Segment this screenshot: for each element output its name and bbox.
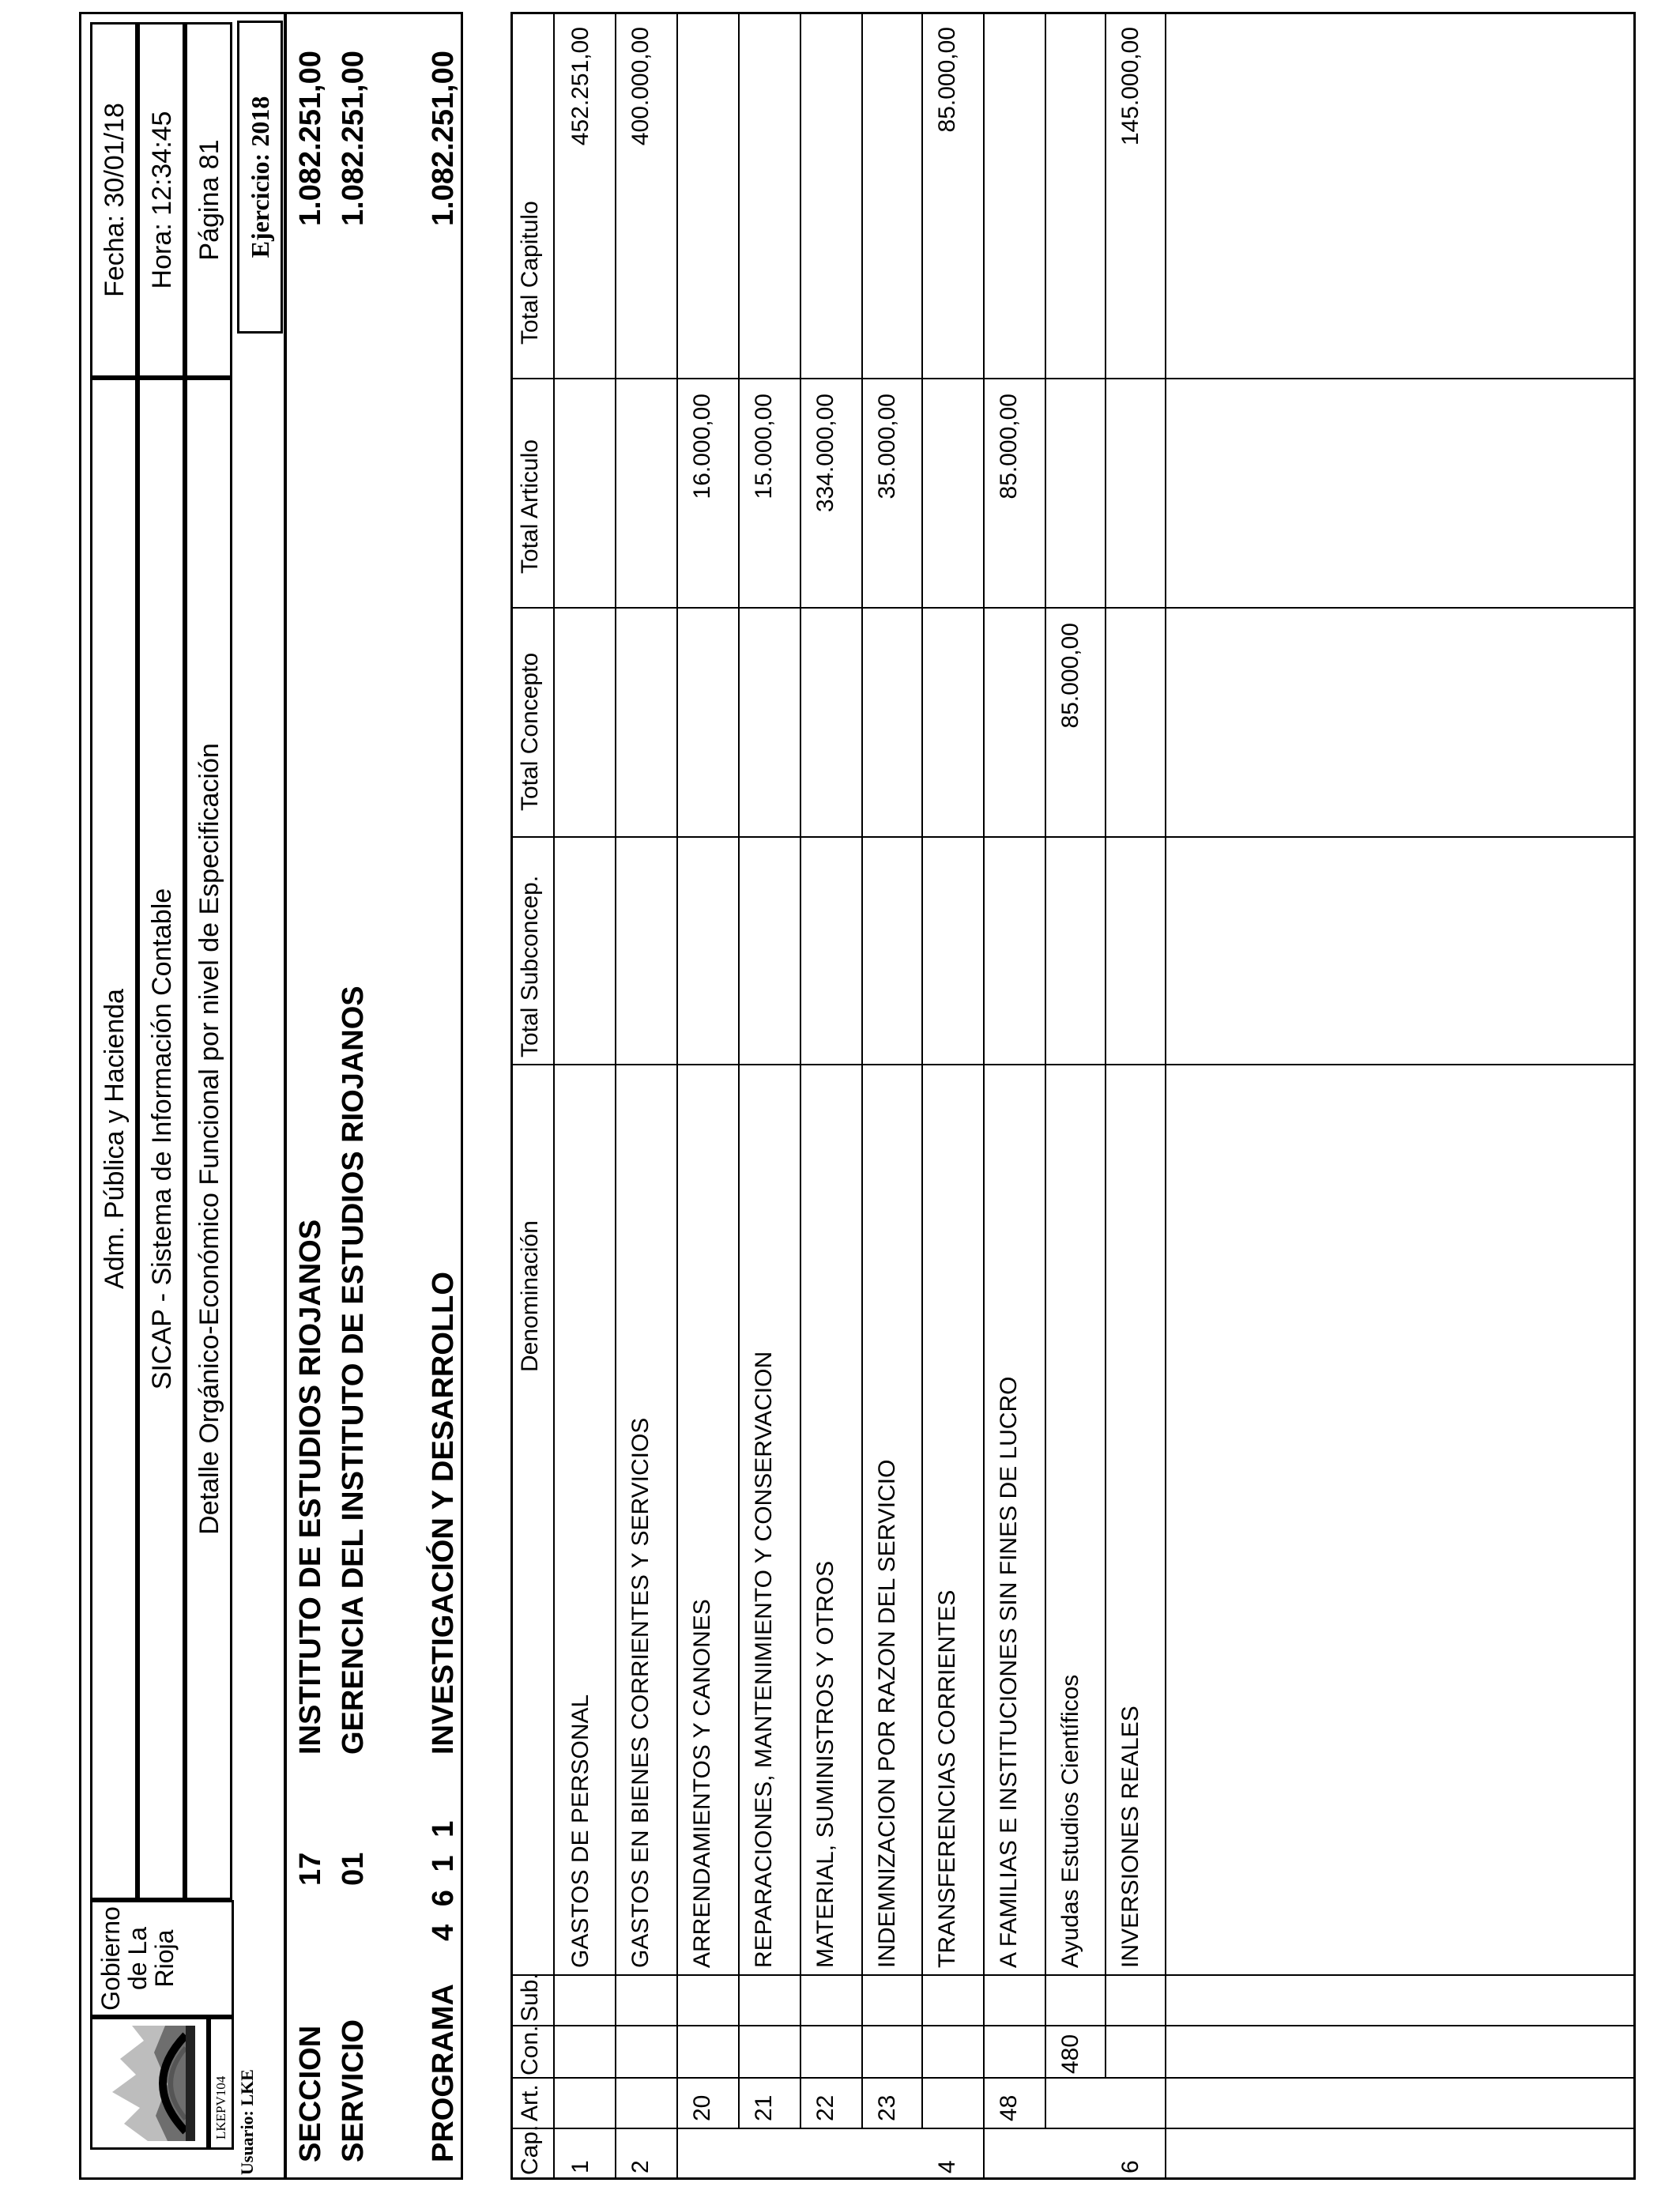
government-logo-icon	[90, 2017, 209, 2150]
cell-total-capitulo: 145.000,00	[1117, 27, 1143, 146]
government-name	[90, 1900, 234, 2017]
column-divider	[512, 2128, 1636, 2129]
cell-total-articulo: 85.000,00	[996, 394, 1022, 499]
cell-total-capitulo: 400.000,00	[627, 27, 654, 146]
cell-denominacion: MATERIAL, SUMINISTROS Y OTROS	[812, 1560, 838, 1968]
cell-art: 23	[874, 2094, 900, 2121]
row-divider	[1165, 12, 1166, 2180]
cell-denominacion: A FAMILIAS E INSTITUCIONES SIN FINES DE LUCRO	[996, 1376, 1022, 1968]
servicio-label: SERVICIO	[337, 2019, 370, 2162]
row-divider	[1045, 12, 1046, 2129]
department-title: Adm. Pública y Hacienda	[90, 378, 137, 1900]
column-divider	[512, 2077, 1636, 2079]
cell-total-capitulo: 452.251,00	[567, 27, 593, 146]
header-art: Art.	[517, 2084, 543, 2121]
row-divider	[615, 12, 616, 2180]
cell-total-articulo: 334.000,00	[812, 394, 838, 513]
table-header-divider	[553, 12, 555, 2180]
header-denominacion: Denominación	[517, 1220, 543, 1372]
report-title: Detalle Orgánico-Económico Funcional por nivel de Especificación	[185, 378, 232, 1900]
cell-denominacion: ARRENDAMIENTOS Y CANONES	[689, 1599, 715, 1968]
column-divider	[512, 378, 1636, 379]
header-con: Con.	[517, 2025, 543, 2075]
seccion-name: INSTITUTO DE ESTUDIOS RIOJANOS	[294, 1219, 327, 1755]
programa-label: PROGRAMA	[427, 1984, 460, 2162]
cell-total-articulo: 15.000,00	[751, 394, 777, 499]
government-name-line2: de La	[123, 1926, 152, 1991]
government-name-line1: Gobierno	[96, 1906, 125, 2011]
cell-total-articulo: 16.000,00	[689, 394, 715, 499]
header-total-subconcep: Total Subconcep.	[517, 875, 543, 1057]
cell-total-articulo: 35.000,00	[874, 394, 900, 499]
cell-denominacion: TRANSFERENCIAS CORRIENTES	[934, 1589, 960, 1968]
servicio-code: 01	[337, 1852, 370, 1886]
row-divider	[676, 12, 678, 2180]
row-divider	[861, 12, 863, 2129]
row-divider	[738, 12, 740, 2129]
cell-con: 480	[1057, 2034, 1083, 2074]
header-sub: Sub.	[517, 1973, 543, 2022]
government-name-line3: Rioja	[150, 1929, 179, 1988]
servicio-name: GERENCIA DEL INSTITUTO DE ESTUDIOS RIOJANOS	[337, 986, 370, 1755]
column-divider	[512, 2025, 1636, 2026]
cell-cap: 4	[934, 2160, 960, 2173]
cell-art: 21	[751, 2094, 777, 2121]
report-time: Hora: 12:34:45	[137, 22, 185, 378]
fiscal-year: Ejercicio: 2018	[237, 21, 283, 334]
cell-total-concepto: 85.000,00	[1057, 623, 1083, 729]
column-divider	[512, 1974, 1636, 1976]
page-number: Página 81	[185, 22, 232, 378]
column-divider	[512, 607, 1636, 609]
cell-denominacion: INDEMNIZACION POR RAZON DEL SERVICIO	[874, 1459, 900, 1968]
cell-denominacion: GASTOS EN BIENES CORRIENTES Y SERVICIOS	[627, 1417, 654, 1968]
programa-name: INVESTIGACIÓN Y DESARROLLO	[427, 1272, 460, 1755]
row-divider	[921, 12, 923, 2129]
cell-cap: 1	[567, 2160, 593, 2173]
header-total-concepto: Total Concepto	[517, 652, 543, 811]
seccion-total: 1.082.251,00	[294, 51, 327, 226]
row-divider	[1105, 12, 1106, 2079]
seccion-code: 17	[294, 1852, 327, 1886]
servicio-total: 1.082.251,00	[337, 51, 370, 226]
programa-total: 1.082.251,00	[427, 51, 460, 226]
cell-art: 48	[996, 2094, 1022, 2121]
header-total-articulo: Total Articulo	[517, 439, 543, 574]
cell-denominacion: REPARACIONES, MANTENIMIENTO Y CONSERVACION	[751, 1351, 777, 1968]
column-divider	[512, 1064, 1636, 1065]
system-title: SICAP - Sistema de Información Contable	[137, 378, 185, 1900]
report-code: LKEPV104	[209, 2017, 234, 2150]
cell-denominacion: INVERSIONES REALES	[1117, 1706, 1143, 1968]
row-divider	[800, 12, 801, 2129]
header-total-capitulo: Total Capitulo	[517, 201, 543, 345]
cell-denominacion: GASTOS DE PERSONAL	[567, 1694, 593, 1968]
cell-cap: 6	[1117, 2160, 1143, 2173]
report-date: Fecha: 30/01/18	[90, 22, 137, 378]
cell-denominacion: Ayudas Estudios Científicos	[1057, 1674, 1083, 1968]
cell-total-capitulo: 85.000,00	[934, 27, 960, 133]
seccion-label: SECCION	[294, 2025, 327, 2162]
user-label: Usuario: LKE	[237, 2069, 257, 2175]
cell-cap: 2	[627, 2160, 654, 2173]
header-cap: Cap.	[517, 2124, 543, 2175]
programa-code: 4 6 1 1	[427, 1820, 460, 1941]
row-divider	[983, 12, 985, 2180]
cell-art: 22	[812, 2094, 838, 2121]
cell-art: 20	[689, 2094, 715, 2121]
